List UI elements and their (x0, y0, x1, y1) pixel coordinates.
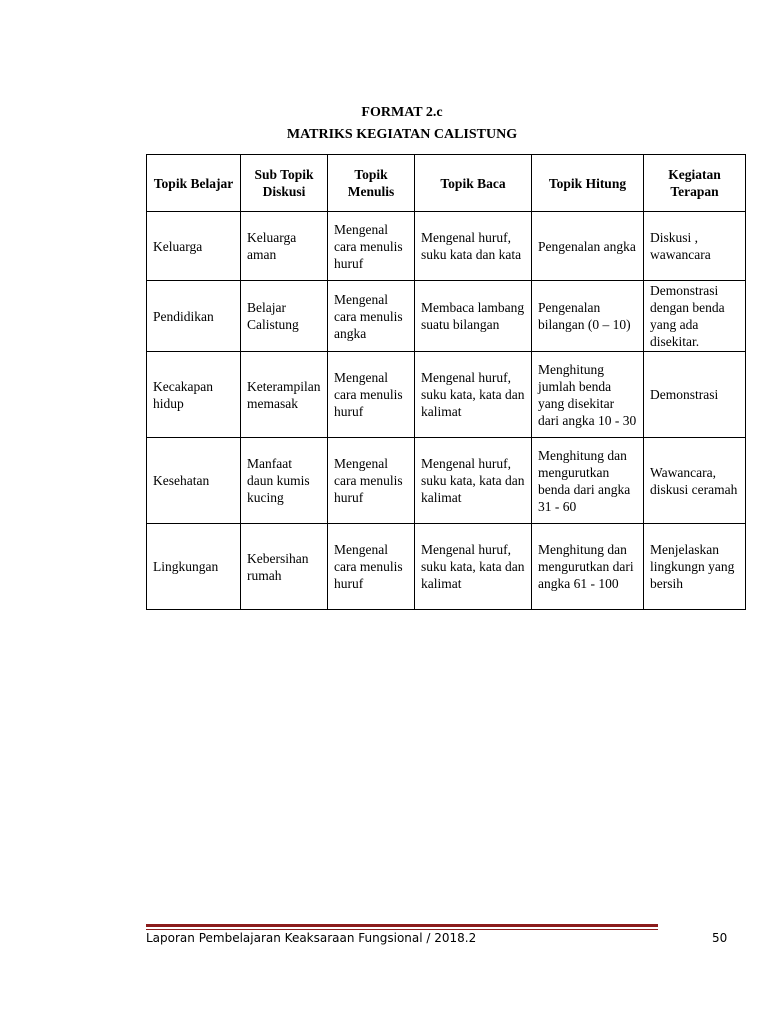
table-cell: Demonstrasi dengan benda yang ada disekitar. (644, 281, 746, 352)
table-cell: Pendidikan (147, 281, 241, 352)
table-cell: Mengenal cara menulis huruf (328, 438, 415, 524)
footer-caption: Laporan Pembelajaran Keaksaraan Fungsional / 2018.2 (146, 931, 477, 945)
footer-divider-thin (146, 929, 658, 930)
table-cell: Kecakapan hidup (147, 352, 241, 438)
table-cell: Belajar Calistung (241, 281, 328, 352)
format-label: FORMAT 2.c (361, 105, 443, 120)
table-cell: Mengenal cara menulis huruf (328, 352, 415, 438)
table-cell: Menghitung dan mengurutkan dari angka 61 - 100 (532, 524, 644, 610)
table-cell: Diskusi , wawancara (644, 212, 746, 281)
table-cell: Mengenal cara menulis angka (328, 281, 415, 352)
table-cell: Mengenal cara menulis huruf (328, 524, 415, 610)
table-cell: Pengenalan bilangan (0 – 10) (532, 281, 644, 352)
table-cell: Mengenal huruf, suku kata, kata dan kalimat (415, 352, 532, 438)
table-cell: Keluarga aman (241, 212, 328, 281)
table-cell: Keterampilan memasak (241, 352, 328, 438)
table-row (147, 352, 746, 438)
column-header: Topik Belajar (147, 155, 241, 212)
footer-divider-thick (146, 924, 658, 927)
table-cell: Menjelaskan lingkungn yang bersih (644, 524, 746, 610)
table-header-row (147, 155, 746, 212)
activity-matrix-table (146, 154, 746, 610)
table-cell: Mengenal huruf, suku kata, kata dan kalimat (415, 438, 532, 524)
matrix-title: MATRIKS KEGIATAN CALISTUNG (286, 127, 518, 142)
column-header: Topik Baca (415, 155, 532, 212)
table-cell: Mengenal huruf, suku kata dan kata (415, 212, 532, 281)
table-row (147, 524, 746, 610)
document-title (0, 102, 768, 146)
table-row (147, 438, 746, 524)
table-cell: Keluarga (147, 212, 241, 281)
table-cell: Lingkungan (147, 524, 241, 610)
table-cell: Kesehatan (147, 438, 241, 524)
table-cell: Wawancara, diskusi ceramah (644, 438, 746, 524)
column-header: Kegiatan Terapan (644, 155, 746, 212)
table-row (147, 212, 746, 281)
table-cell: Manfaat daun kumis kucing (241, 438, 328, 524)
page-number: 50 (712, 931, 728, 945)
table-cell: Pengenalan angka (532, 212, 644, 281)
column-header: Topik Hitung (532, 155, 644, 212)
table-cell: Demonstrasi (644, 352, 746, 438)
table-cell: Menghitung dan mengurutkan benda dari angka 31 - 60 (532, 438, 644, 524)
table-cell: Mengenal huruf, suku kata, kata dan kalimat (415, 524, 532, 610)
table-cell: Mengenal cara menulis huruf (328, 212, 415, 281)
table-cell: Membaca lambang suatu bilangan (415, 281, 532, 352)
table-cell: Menghitung jumlah benda yang disekitar dari angka 10 - 30 (532, 352, 644, 438)
column-header: Sub Topik Diskusi (241, 155, 328, 212)
table-cell: Kebersihan rumah (241, 524, 328, 610)
footer-divider (146, 924, 658, 930)
column-header: Topik Menulis (328, 155, 415, 212)
table-row (147, 281, 746, 352)
